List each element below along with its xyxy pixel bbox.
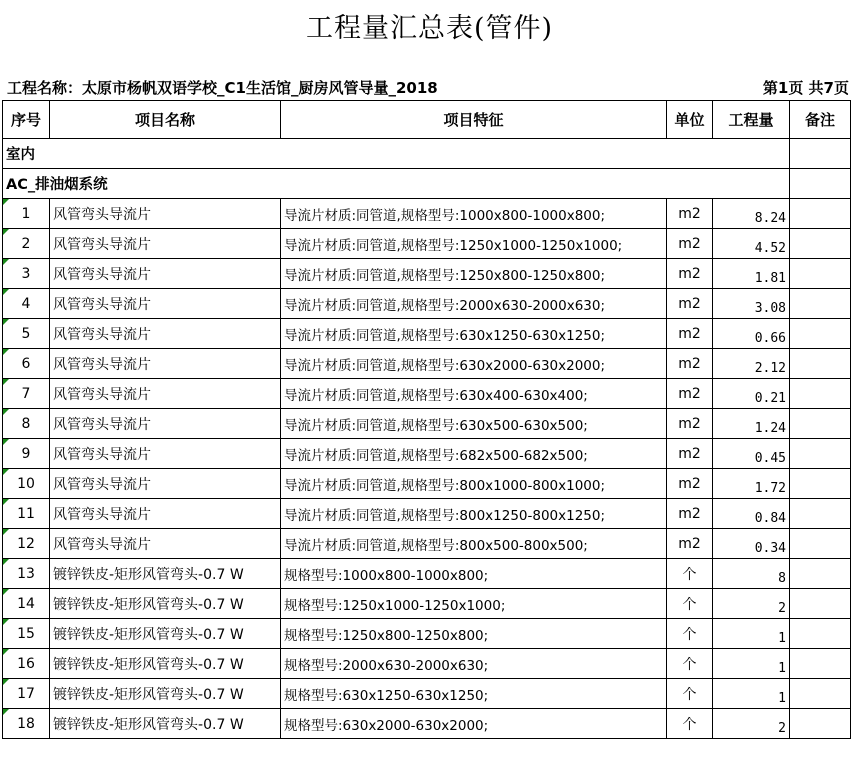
- table-row: [3, 709, 851, 739]
- cell-quantity[interactable]: 0.66: [713, 319, 790, 349]
- cell-note[interactable]: [790, 679, 851, 709]
- cell-note[interactable]: [790, 439, 851, 469]
- cell-quantity[interactable]: 2.12: [713, 349, 790, 379]
- cell-note[interactable]: [790, 379, 851, 409]
- page-title: 工程量汇总表(管件): [305, 13, 554, 44]
- cell-unit[interactable]: m2: [667, 379, 713, 409]
- cell-unit[interactable]: m2: [667, 499, 713, 529]
- cell-note[interactable]: [790, 319, 851, 349]
- cell-quantity[interactable]: 8.24: [713, 199, 790, 229]
- cell-item-feature[interactable]: 导流片材质:同管道,规格型号:630x500-630x500;: [281, 409, 667, 439]
- cell-item-name[interactable]: 风管弯头导流片: [50, 229, 281, 259]
- cell-quantity[interactable]: 1: [713, 619, 790, 649]
- cell-quantity[interactable]: 1.24: [713, 409, 790, 439]
- cell-index[interactable]: 8: [3, 409, 50, 439]
- cell-note[interactable]: [790, 559, 851, 589]
- cell-item-name[interactable]: 风管弯头导流片: [50, 439, 281, 469]
- cell-note[interactable]: [790, 469, 851, 499]
- cell-index[interactable]: 14: [3, 589, 50, 619]
- cell-item-feature[interactable]: 导流片材质:同管道,规格型号:800x500-800x500;: [281, 529, 667, 559]
- cell-item-name[interactable]: 风管弯头导流片: [50, 529, 281, 559]
- cell-item-name[interactable]: 风管弯头导流片: [50, 349, 281, 379]
- page-info: 第1页 共7页: [762, 79, 849, 97]
- cell-quantity[interactable]: 1: [713, 679, 790, 709]
- cell-index[interactable]: 3: [3, 259, 50, 289]
- cell-unit[interactable]: 个: [667, 559, 713, 589]
- cell-index[interactable]: 6: [3, 349, 50, 379]
- table-row: [3, 619, 851, 649]
- cell-note[interactable]: [790, 229, 851, 259]
- cell-index[interactable]: 4: [3, 289, 50, 319]
- cell-item-name[interactable]: 风管弯头导流片: [50, 499, 281, 529]
- table-row: [3, 379, 851, 409]
- table-row: [3, 499, 851, 529]
- cell-item-name[interactable]: 风管弯头导流片: [50, 289, 281, 319]
- cell-unit[interactable]: m2: [667, 409, 713, 439]
- cell-unit[interactable]: 个: [667, 679, 713, 709]
- cell-unit[interactable]: 个: [667, 589, 713, 619]
- cell-item-name[interactable]: 镀锌铁皮-矩形风管弯头-0.7 W: [50, 589, 281, 619]
- cell-unit[interactable]: m2: [667, 469, 713, 499]
- cell-item-name[interactable]: 风管弯头导流片: [50, 319, 281, 349]
- cell-quantity[interactable]: 0.34: [713, 529, 790, 559]
- cell-item-feature[interactable]: 规格型号:630x2000-630x2000;: [281, 709, 667, 739]
- cell-quantity[interactable]: 1.72: [713, 469, 790, 499]
- table-row: [3, 649, 851, 679]
- cell-note[interactable]: [790, 259, 851, 289]
- cell-index[interactable]: 10: [3, 469, 50, 499]
- table-row: [3, 469, 851, 499]
- cell-item-feature[interactable]: 导流片材质:同管道,规格型号:630x400-630x400;: [281, 379, 667, 409]
- cell-item-name[interactable]: 风管弯头导流片: [50, 379, 281, 409]
- table-row: [3, 439, 851, 469]
- cell-index[interactable]: 7: [3, 379, 50, 409]
- cell-note[interactable]: [790, 349, 851, 379]
- cell-item-feature[interactable]: 导流片材质:同管道,规格型号:800x1000-800x1000;: [281, 469, 667, 499]
- cell-item-name[interactable]: 风管弯头导流片: [50, 259, 281, 289]
- cell-quantity[interactable]: 0.21: [713, 379, 790, 409]
- cell-note[interactable]: [790, 589, 851, 619]
- cell-item-name[interactable]: 风管弯头导流片: [50, 409, 281, 439]
- table-row: [3, 349, 851, 379]
- cell-quantity[interactable]: 4.52: [713, 229, 790, 259]
- group-note-cell[interactable]: [790, 169, 851, 199]
- cell-item-feature[interactable]: 导流片材质:同管道,规格型号:2000x630-2000x630;: [281, 289, 667, 319]
- cell-item-name[interactable]: 风管弯头导流片: [50, 469, 281, 499]
- cell-quantity[interactable]: 1: [713, 649, 790, 679]
- cell-item-name[interactable]: 镀锌铁皮-矩形风管弯头-0.7 W: [50, 649, 281, 679]
- table-header-row: [3, 101, 851, 139]
- cell-quantity[interactable]: 1.81: [713, 259, 790, 289]
- cell-note[interactable]: [790, 409, 851, 439]
- header-index[interactable]: 序号: [3, 101, 50, 139]
- table-body: [3, 139, 851, 739]
- cell-quantity[interactable]: 3.08: [713, 289, 790, 319]
- cell-index[interactable]: 2: [3, 229, 50, 259]
- cell-quantity[interactable]: 8: [713, 559, 790, 589]
- cell-index[interactable]: 17: [3, 679, 50, 709]
- cell-index[interactable]: 11: [3, 499, 50, 529]
- cell-note[interactable]: [790, 529, 851, 559]
- cell-quantity[interactable]: 0.84: [713, 499, 790, 529]
- project-name: 工程名称：太原市杨帆双语学校_C1生活馆_厨房风管导量_2018: [7, 79, 438, 97]
- cell-item-feature[interactable]: 规格型号:630x1250-630x1250;: [281, 679, 667, 709]
- cell-item-feature[interactable]: 导流片材质:同管道,规格型号:1250x1000-1250x1000;: [281, 229, 667, 259]
- table-row: [3, 559, 851, 589]
- cell-item-name[interactable]: 镀锌铁皮-矩形风管弯头-0.7 W: [50, 619, 281, 649]
- cell-item-name[interactable]: 镀锌铁皮-矩形风管弯头-0.7 W: [50, 679, 281, 709]
- cell-index[interactable]: 18: [3, 709, 50, 739]
- cell-index[interactable]: 16: [3, 649, 50, 679]
- cell-unit[interactable]: m2: [667, 259, 713, 289]
- cell-item-name[interactable]: 风管弯头导流片: [50, 199, 281, 229]
- cell-unit[interactable]: 个: [667, 709, 713, 739]
- cell-unit[interactable]: m2: [667, 439, 713, 469]
- cell-quantity[interactable]: 2: [713, 589, 790, 619]
- cell-note[interactable]: [790, 199, 851, 229]
- group-label-exhaust-system[interactable]: AC_排油烟系统: [3, 169, 790, 199]
- cell-index[interactable]: 1: [3, 199, 50, 229]
- cell-index[interactable]: 13: [3, 559, 50, 589]
- header-item-feature[interactable]: 项目特征: [281, 101, 667, 139]
- cell-item-feature[interactable]: 导流片材质:同管道,规格型号:1250x800-1250x800;: [281, 259, 667, 289]
- cell-note[interactable]: [790, 619, 851, 649]
- header-note[interactable]: 备注: [790, 101, 851, 139]
- group-row-exhaust-system: [3, 169, 851, 199]
- cell-item-feature[interactable]: 规格型号:1250x800-1250x800;: [281, 619, 667, 649]
- table-row: [3, 259, 851, 289]
- header-quantity[interactable]: 工程量: [713, 101, 790, 139]
- header-unit[interactable]: 单位: [667, 101, 713, 139]
- cell-item-name[interactable]: 镀锌铁皮-矩形风管弯头-0.7 W: [50, 559, 281, 589]
- cell-index[interactable]: 12: [3, 529, 50, 559]
- table-row: [3, 409, 851, 439]
- cell-item-feature[interactable]: 导流片材质:同管道,规格型号:1000x800-1000x800;: [281, 199, 667, 229]
- cell-item-feature[interactable]: 导流片材质:同管道,规格型号:630x1250-630x1250;: [281, 319, 667, 349]
- header-item-name[interactable]: 项目名称: [50, 101, 281, 139]
- cell-note[interactable]: [790, 289, 851, 319]
- cell-index[interactable]: 15: [3, 619, 50, 649]
- table-row: [3, 199, 851, 229]
- table-row: [3, 229, 851, 259]
- table-row: [3, 589, 851, 619]
- cell-item-feature[interactable]: 规格型号:1000x800-1000x800;: [281, 559, 667, 589]
- summary-table: [2, 100, 851, 739]
- cell-item-feature[interactable]: 规格型号:2000x630-2000x630;: [281, 649, 667, 679]
- cell-unit[interactable]: m2: [667, 529, 713, 559]
- table-row: [3, 319, 851, 349]
- cell-item-feature[interactable]: 导流片材质:同管道,规格型号:800x1250-800x1250;: [281, 499, 667, 529]
- group-label-indoor[interactable]: 室内: [3, 139, 790, 169]
- group-row-indoor: [3, 139, 851, 169]
- cell-unit[interactable]: m2: [667, 349, 713, 379]
- table-row: [3, 679, 851, 709]
- table-row: [3, 289, 851, 319]
- cell-note[interactable]: [790, 709, 851, 739]
- cell-item-name[interactable]: 镀锌铁皮-矩形风管弯头-0.7 W: [50, 709, 281, 739]
- cell-index[interactable]: 5: [3, 319, 50, 349]
- cell-note[interactable]: [790, 499, 851, 529]
- cell-unit[interactable]: 个: [667, 649, 713, 679]
- cell-item-feature[interactable]: 导流片材质:同管道,规格型号:630x2000-630x2000;: [281, 349, 667, 379]
- cell-note[interactable]: [790, 649, 851, 679]
- table-row: [3, 529, 851, 559]
- group-note-cell[interactable]: [790, 139, 851, 169]
- cell-index[interactable]: 9: [3, 439, 50, 469]
- cell-unit[interactable]: m2: [667, 199, 713, 229]
- cell-item-feature[interactable]: 规格型号:1250x1000-1250x1000;: [281, 589, 667, 619]
- cell-item-feature[interactable]: 导流片材质:同管道,规格型号:682x500-682x500;: [281, 439, 667, 469]
- cell-unit[interactable]: 个: [667, 619, 713, 649]
- cell-unit[interactable]: m2: [667, 229, 713, 259]
- cell-quantity[interactable]: 2: [713, 709, 790, 739]
- cell-unit[interactable]: m2: [667, 319, 713, 349]
- cell-unit[interactable]: m2: [667, 289, 713, 319]
- cell-quantity[interactable]: 0.45: [713, 439, 790, 469]
